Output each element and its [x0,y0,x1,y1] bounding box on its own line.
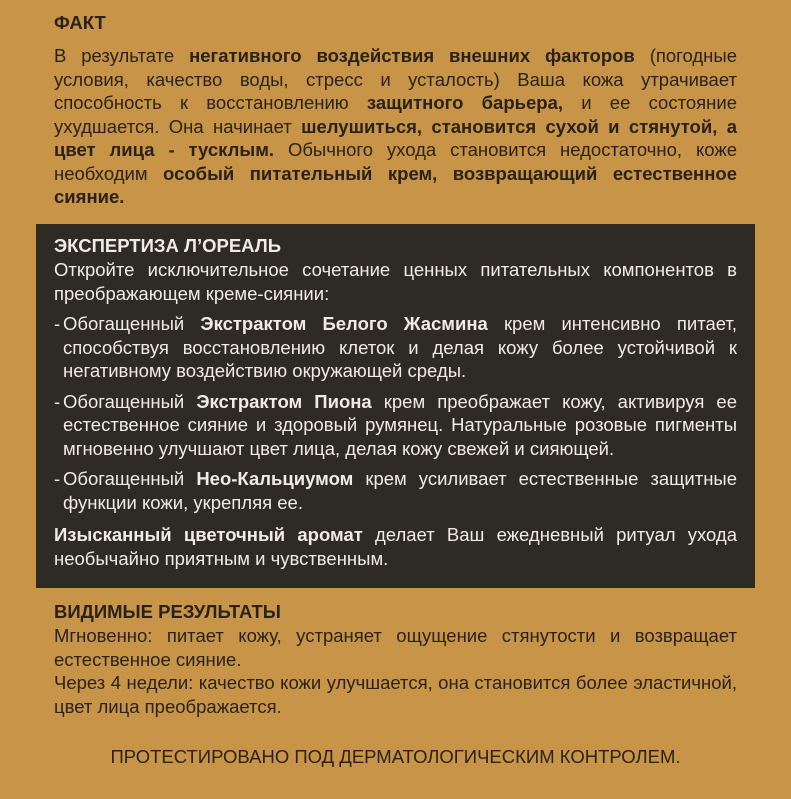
fact-section [54,11,737,209]
fact-heading: ФАКТ [54,12,106,33]
results-section [54,600,737,718]
expertise-heading: ЭКСПЕРТИЗА Л’ОРЕАЛЬ [54,235,282,256]
results-four-weeks: Через 4 недели: качество кожи улучшается, она становится более эластичной, цвет лица преображается. [54,672,737,717]
bullet-marker: - [54,468,61,489]
bullet-marker: - [54,313,61,334]
aroma-paragraph: Изысканный цветочный аромат делает Ваш ежедневный ритуал ухода необычайно приятным и чувственным. [54,524,738,569]
bullet-neo-calcium-text: Обогащенный Нео-Кальциумом крем усиливает естественные защитные функции кожи, укрепляя ее. [63,468,737,513]
bullet-peony-text: Обогащенный Экстрактом Пиона крем преображает кожу, активируя ее естественное сияние и здоровый румянец. Натуральные розовые пигменты мгновенно улучшают цвет лица, делая кожу свежей и сияющей. [63,390,737,459]
dermatology-tested-note: ПРОТЕСТИРОВАНО ПОД ДЕРМАТОЛОГИЧЕСКИМ КОНТРОЛЕМ. [110,746,681,767]
bullet-jasmine [54,312,737,383]
bullet-neo-calcium [54,467,737,514]
expertise-box [36,224,755,588]
expertise-intro: Откройте исключительное сочетание ценных питательных компонентов в преображающем креме-сиянии: [54,259,737,304]
bullet-marker: - [54,390,61,412]
bullet-jasmine-text: Обогащенный Экстрактом Белого Жасмина крем интенсивно питает, способствуя восстановлению клеток и делая кожу более устойчивой к негативному воздействию окружающей среды. [63,313,737,381]
fact-paragraph: В результате негативного воздействия внешних факторов (погодные условия, качество воды, стресс и усталость) Ваша кожа утрачивает способность к восстановлению защитного барьера, и ее состояние ухудшается. Она начинает шелушиться, становится сухой и стянутой, а цвет лица - тусклым. Обычного ухода становится недостаточно, коже необходим особый питательный крем, возвращающий естественное сияние. [54,45,737,207]
bullet-peony [54,390,737,461]
results-heading: ВИДИМЫЕ РЕЗУЛЬТАТЫ [54,601,281,622]
results-instant: Мгновенно: питает кожу, устраняет ощущение стянутости и возвращает естественное сияние. [54,625,737,670]
